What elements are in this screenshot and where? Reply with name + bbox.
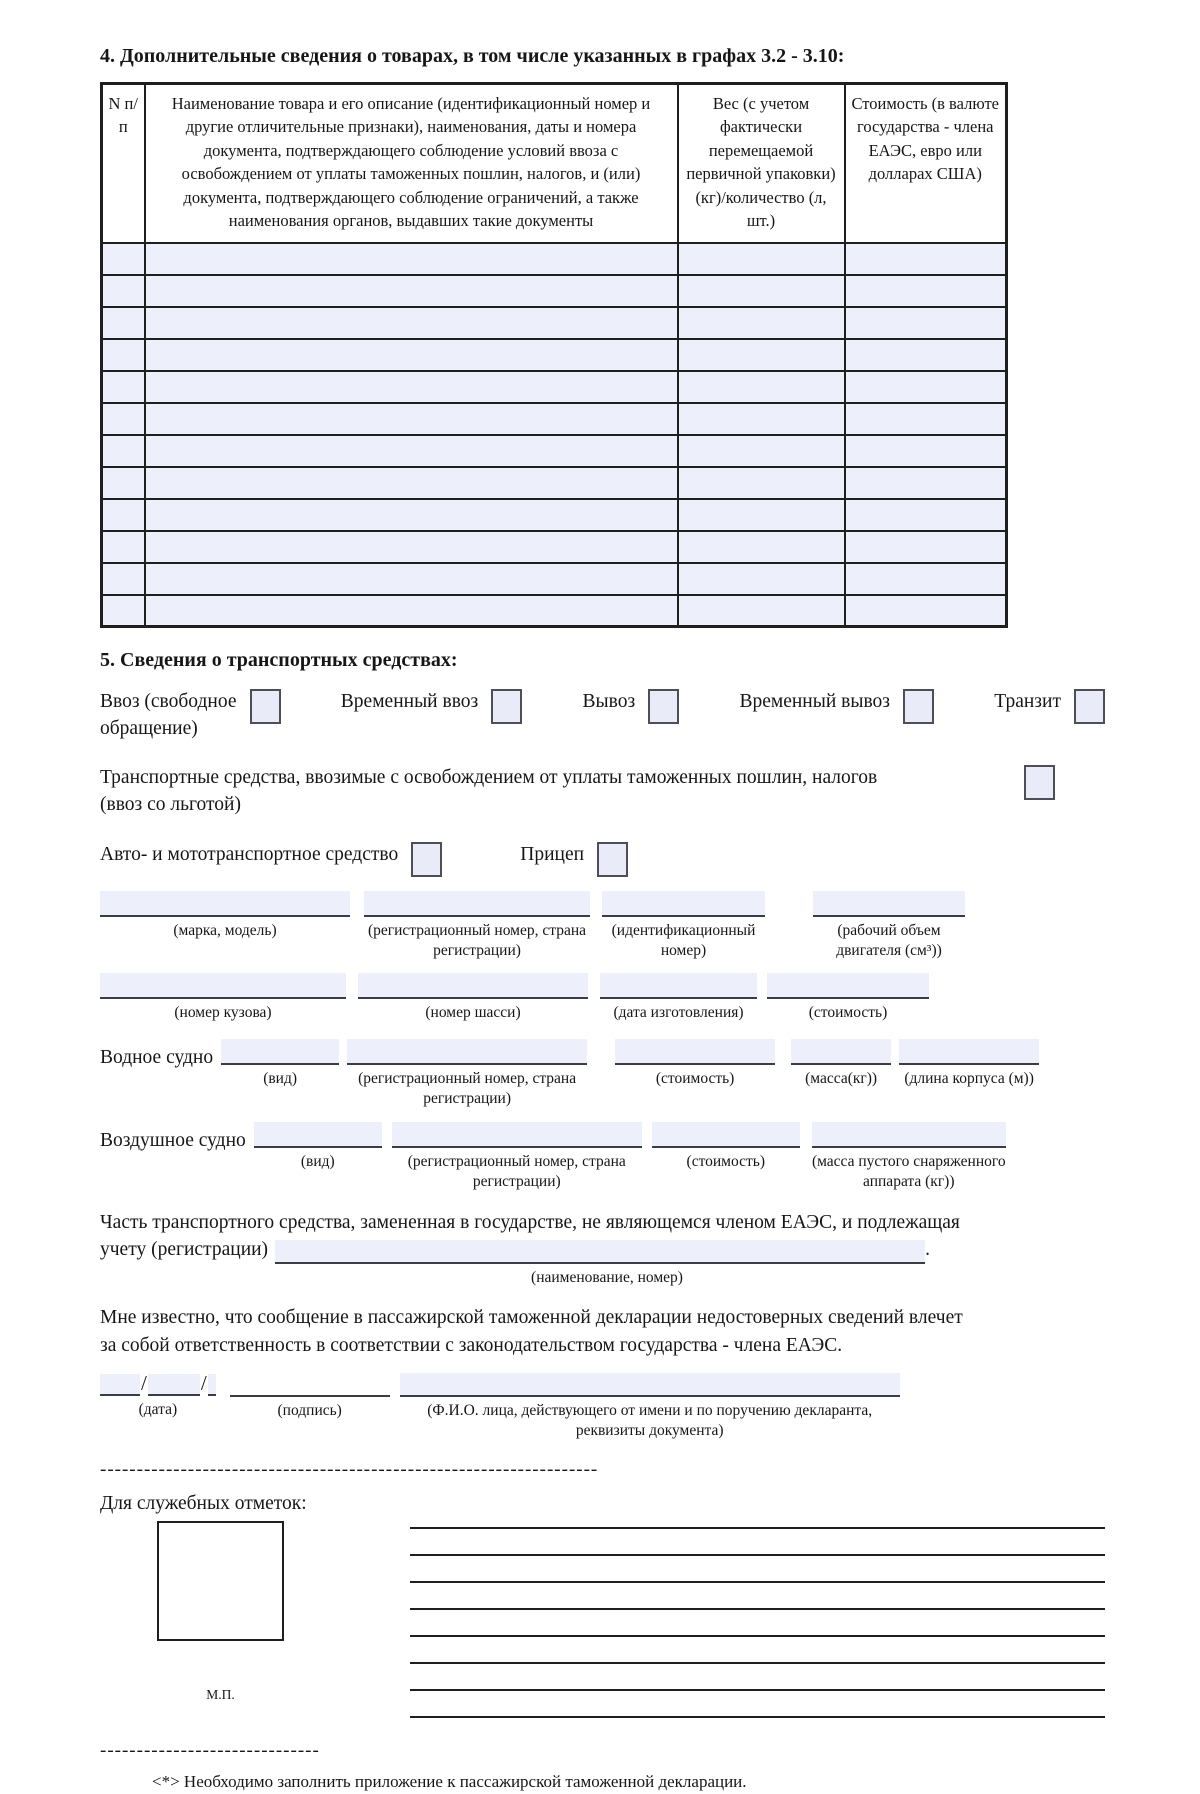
replaced-part-input[interactable] xyxy=(275,1240,925,1264)
exemption-option-label xyxy=(100,764,877,819)
movement-option-label-line: Транзит xyxy=(994,691,1061,713)
movement-checkbox[interactable] xyxy=(1074,689,1105,724)
auto-fields-row2 xyxy=(100,973,1105,1023)
goods-table-cell[interactable] xyxy=(102,371,145,403)
exemption-option xyxy=(100,764,1055,819)
air-field-label: (стоимость) xyxy=(686,1153,766,1171)
movement-options-row xyxy=(100,688,1105,743)
goods-table-row xyxy=(102,563,1007,595)
service-marks-line xyxy=(410,1664,1105,1691)
water-field xyxy=(791,1039,891,1089)
vehicle-type-option-label-line: Авто- и мототранспортное средство xyxy=(100,844,399,866)
signature-label: (подпись) xyxy=(277,1402,342,1420)
movement-option-label-line: Вывоз xyxy=(582,691,636,713)
goods-table-cell[interactable] xyxy=(845,467,1007,499)
dashed-separator-short: ------------------------------ xyxy=(100,1739,320,1761)
movement-option-label xyxy=(341,688,478,715)
goods-table-cell[interactable] xyxy=(845,435,1007,467)
air-field xyxy=(392,1122,642,1192)
goods-table-cell[interactable] xyxy=(845,339,1007,371)
goods-table-column-header: N п/п xyxy=(102,84,145,243)
date-slash: / xyxy=(200,1371,207,1396)
liability-notice xyxy=(100,1304,1105,1359)
vehicle-type-option xyxy=(100,841,442,877)
movement-checkbox[interactable] xyxy=(648,689,679,724)
goods-table-cell[interactable] xyxy=(845,531,1007,563)
goods-table-cell[interactable] xyxy=(678,563,845,595)
auto1-field xyxy=(100,891,350,941)
water-field-label: (масса(кг)) xyxy=(805,1069,878,1087)
water-field xyxy=(347,1039,587,1109)
service-marks-line xyxy=(410,1637,1105,1664)
goods-table-cell[interactable] xyxy=(845,371,1007,403)
air-field-label: (масса пустого снаряженного аппарата (кг)) xyxy=(811,1153,1006,1191)
auto1-input[interactable] xyxy=(602,891,765,917)
goods-table-cell[interactable] xyxy=(102,307,145,339)
goods-table-cell[interactable] xyxy=(678,339,845,371)
vehicle-type-option-label-line: Прицеп xyxy=(520,844,585,866)
water-field-label: (длина корпуса (м)) xyxy=(904,1069,1034,1087)
goods-table-cell[interactable] xyxy=(145,403,678,435)
stamp-label: М.П. xyxy=(206,1686,235,1702)
air-input[interactable] xyxy=(652,1122,800,1148)
goods-table-cell[interactable] xyxy=(678,499,845,531)
replaced-part-line1: Часть транспортного средства, замененная в государстве, не являющемся членом ЕАЭС, и подлежащая xyxy=(100,1212,960,1234)
service-marks-line xyxy=(410,1610,1105,1637)
goods-table-cell[interactable] xyxy=(845,595,1007,627)
goods-table-cell[interactable] xyxy=(678,243,845,275)
goods-table-cell[interactable] xyxy=(678,307,845,339)
service-marks-block xyxy=(100,1521,1105,1718)
goods-table-row xyxy=(102,275,1007,307)
movement-option-label xyxy=(739,688,890,715)
fio-group xyxy=(400,1373,900,1441)
goods-table-cell[interactable] xyxy=(102,403,145,435)
goods-table-row xyxy=(102,467,1007,499)
air-vessel-row xyxy=(100,1122,1105,1192)
goods-table-header-row xyxy=(102,84,1007,243)
dashed-separator-long: -------------------------------------------------------------------- xyxy=(100,1458,599,1480)
movement-option xyxy=(739,688,934,743)
liability-notice-line2: за собой ответственность в соответствии с законодательством государства - члена ЕАЭС. xyxy=(100,1334,843,1356)
goods-table-cell[interactable] xyxy=(678,531,845,563)
goods-table-cell[interactable] xyxy=(678,467,845,499)
date-day-input[interactable] xyxy=(100,1374,140,1396)
air-input[interactable] xyxy=(812,1122,1006,1148)
goods-table-column-header: Наименование товара и его описание (идентификационный номер и другие отличительные признаки), наименования, даты и номера документа, подтверждающего соблюдение условий ввоза с освобождением от уплаты таможенных пошлин, налогов, и (или) документа, подтверждающего соблюдение ограничений, а также наименования органов, выдавших такие документы xyxy=(145,84,678,243)
service-marks-label: Для служебных отметок: xyxy=(100,1493,307,1515)
movement-option-label-line: Ввоз (свободное xyxy=(100,691,237,713)
goods-table-row xyxy=(102,339,1007,371)
movement-option-label-line: обращение) xyxy=(100,718,198,740)
goods-table-cell[interactable] xyxy=(145,371,678,403)
date-month-input[interactable] xyxy=(148,1374,200,1396)
section4-heading: 4. Дополнительные сведения о товарах, в том числе указанных в графах 3.2 - 3.10: xyxy=(100,45,845,67)
auto1-input[interactable] xyxy=(813,891,965,917)
fio-label-line2: реквизиты документа) xyxy=(575,1421,724,1439)
service-marks-line xyxy=(410,1691,1105,1718)
water-input[interactable] xyxy=(347,1039,587,1065)
goods-table-cell[interactable] xyxy=(845,403,1007,435)
goods-table-body xyxy=(102,243,1007,627)
service-marks-lines xyxy=(410,1521,1105,1718)
goods-table-cell[interactable] xyxy=(102,275,145,307)
movement-checkbox[interactable] xyxy=(491,689,522,724)
air-field-label: (регистрационный номер, страна регистрации) xyxy=(407,1153,626,1191)
goods-table-cell[interactable] xyxy=(678,595,845,627)
auto2-field-label: (дата изготовления) xyxy=(613,1003,744,1021)
water-input[interactable] xyxy=(899,1039,1039,1065)
goods-table-cell[interactable] xyxy=(102,595,145,627)
water-input[interactable] xyxy=(791,1039,891,1065)
movement-checkbox[interactable] xyxy=(903,689,934,724)
water-field-label: (регистрационный номер, страна регистрации) xyxy=(358,1069,577,1107)
air-input[interactable] xyxy=(392,1122,642,1148)
goods-table-cell[interactable] xyxy=(845,275,1007,307)
auto1-field xyxy=(602,891,765,961)
exemption-row xyxy=(100,764,1105,819)
replaced-part-line2: учету (регистрации) xyxy=(100,1239,269,1261)
date-group xyxy=(100,1373,216,1420)
auto2-input[interactable] xyxy=(100,973,346,999)
replaced-part-text xyxy=(100,1209,1105,1264)
goods-table-cell[interactable] xyxy=(102,339,145,371)
goods-table-row xyxy=(102,595,1007,627)
replaced-part-period: . xyxy=(925,1239,930,1261)
replaced-part-block xyxy=(100,1209,1105,1287)
goods-table-row xyxy=(102,435,1007,467)
goods-table-row xyxy=(102,499,1007,531)
auto2-field-label: (номер шасси) xyxy=(425,1003,521,1021)
goods-table-column-header: Вес (с учетом фактически перемещаемой первичной упаковки) (кг)/количество (л, шт.) xyxy=(678,84,845,243)
goods-table-cell[interactable] xyxy=(145,243,678,275)
water-vessel-label: Водное судно xyxy=(100,1046,214,1068)
goods-table-cell[interactable] xyxy=(145,563,678,595)
service-marks-line xyxy=(410,1529,1105,1556)
auto2-field xyxy=(358,973,588,1023)
movement-option-label-line: Временный вывоз xyxy=(739,691,890,713)
fio-label-line1: (Ф.И.О. лица, действующего от имени и по поручению декларанта, xyxy=(427,1402,873,1420)
air-field xyxy=(652,1122,800,1172)
goods-table-row xyxy=(102,531,1007,563)
auto2-field xyxy=(100,973,346,1023)
vehicle-type-option-label xyxy=(100,841,398,868)
goods-table-cell[interactable] xyxy=(845,307,1007,339)
goods-table-cell[interactable] xyxy=(678,371,845,403)
auto1-field-label: (регистрационный номер, страна регистрации) xyxy=(367,922,586,960)
movement-checkbox[interactable] xyxy=(250,689,281,724)
movement-option xyxy=(994,688,1105,743)
goods-table-cell[interactable] xyxy=(678,403,845,435)
movement-option xyxy=(583,688,680,743)
goods-table-cell[interactable] xyxy=(102,435,145,467)
date-input-line xyxy=(100,1373,216,1396)
water-field xyxy=(899,1039,1039,1089)
goods-table-cell[interactable] xyxy=(145,275,678,307)
goods-table-cell[interactable] xyxy=(102,467,145,499)
water-field-label: (стоимость) xyxy=(655,1069,735,1087)
auto1-field xyxy=(813,891,965,961)
auto2-field-label: (стоимость) xyxy=(808,1003,888,1021)
goods-table-cell[interactable] xyxy=(678,275,845,307)
goods-table-cell[interactable] xyxy=(102,531,145,563)
goods-table-cell[interactable] xyxy=(145,595,678,627)
goods-table-cell[interactable] xyxy=(102,563,145,595)
auto1-field xyxy=(364,891,590,961)
goods-table-cell[interactable] xyxy=(845,563,1007,595)
service-marks-line xyxy=(410,1521,1105,1529)
auto1-input[interactable] xyxy=(364,891,590,917)
auto2-field-label: (номер кузова) xyxy=(174,1003,272,1021)
air-field xyxy=(254,1122,382,1172)
movement-option-label xyxy=(994,688,1061,715)
signature-input[interactable] xyxy=(230,1373,390,1397)
movement-option-label xyxy=(583,688,636,715)
vehicle-type-option xyxy=(520,841,628,877)
stamp-column xyxy=(100,1521,385,1718)
air-field xyxy=(812,1122,1006,1192)
goods-table-cell[interactable] xyxy=(102,499,145,531)
auto1-field-label: (идентификационный номер) xyxy=(611,922,756,960)
replaced-part-field-label: (наименование, номер) xyxy=(531,1268,683,1286)
service-marks-line xyxy=(410,1556,1105,1583)
air-field-label: (вид) xyxy=(300,1153,335,1171)
vehicle-type-row xyxy=(100,841,1105,877)
goods-table-cell[interactable] xyxy=(845,499,1007,531)
goods-table-row xyxy=(102,371,1007,403)
goods-table-cell[interactable] xyxy=(145,435,678,467)
exemption-option-label-line: (ввоз со льготой) xyxy=(100,793,241,815)
water-input[interactable] xyxy=(615,1039,775,1065)
liability-notice-line1: Мне известно, что сообщение в пассажирской таможенной декларации недостоверных сведений влечет xyxy=(100,1307,963,1329)
goods-table-cell[interactable] xyxy=(678,435,845,467)
goods-table-row xyxy=(102,403,1007,435)
auto1-input[interactable] xyxy=(100,891,350,917)
fio-input[interactable] xyxy=(400,1373,900,1397)
goods-table-cell[interactable] xyxy=(145,499,678,531)
auto2-field xyxy=(767,973,929,1023)
goods-table-row xyxy=(102,307,1007,339)
auto2-field xyxy=(600,973,757,1023)
goods-table xyxy=(100,82,1008,628)
water-vessel-row xyxy=(100,1039,1105,1109)
goods-table-row xyxy=(102,243,1007,275)
goods-table-column-header: Стоимость (в валюте государства - члена ЕАЭС, евро или долларах США) xyxy=(845,84,1007,243)
goods-table-cell[interactable] xyxy=(145,467,678,499)
movement-option-label xyxy=(100,688,237,743)
section5-heading: 5. Сведения о транспортных средствах: xyxy=(100,649,458,672)
movement-option xyxy=(341,688,522,743)
air-input[interactable] xyxy=(254,1122,382,1148)
water-field xyxy=(615,1039,775,1089)
signature-group xyxy=(230,1373,390,1421)
goods-table-cell[interactable] xyxy=(102,243,145,275)
date-year-input[interactable] xyxy=(208,1374,216,1396)
water-field xyxy=(221,1039,339,1089)
auto1-field-label: (марка, модель) xyxy=(173,922,277,940)
auto2-input[interactable] xyxy=(767,973,929,999)
movement-option xyxy=(100,688,281,743)
vehicle-type-checkbox[interactable] xyxy=(597,842,628,877)
goods-table-cell[interactable] xyxy=(145,339,678,371)
signature-block xyxy=(100,1373,1105,1441)
stamp-box xyxy=(157,1521,284,1641)
vehicle-type-checkbox[interactable] xyxy=(411,842,442,877)
movement-option-label-line: Временный ввоз xyxy=(340,691,479,713)
declaration-page xyxy=(100,0,1105,1794)
auto1-field-label: (рабочий объем двигателя (см³)) xyxy=(836,922,942,960)
auto-fields-row1 xyxy=(100,891,1105,961)
vehicle-type-option-label xyxy=(520,841,584,868)
goods-table-cell[interactable] xyxy=(845,243,1007,275)
air-vessel-label: Воздушное судно xyxy=(100,1130,246,1152)
exemption-checkbox[interactable] xyxy=(1024,765,1055,800)
goods-table-cell[interactable] xyxy=(145,307,678,339)
date-slash: / xyxy=(141,1371,147,1396)
exemption-option-label-line: Транспортные средства, ввозимые с освобождением от уплаты таможенных пошлин, налогов xyxy=(100,766,878,788)
auto2-input[interactable] xyxy=(600,973,757,999)
fio-label xyxy=(400,1401,900,1441)
water-input[interactable] xyxy=(221,1039,339,1065)
service-marks-line xyxy=(410,1583,1105,1610)
goods-table-cell[interactable] xyxy=(145,531,678,563)
date-label: (дата) xyxy=(138,1401,178,1419)
auto2-input[interactable] xyxy=(358,973,588,999)
water-field-label: (вид) xyxy=(263,1069,298,1087)
footnote: <*> Необходимо заполнить приложение к пассажирской таможенной декларации. xyxy=(152,1772,747,1792)
